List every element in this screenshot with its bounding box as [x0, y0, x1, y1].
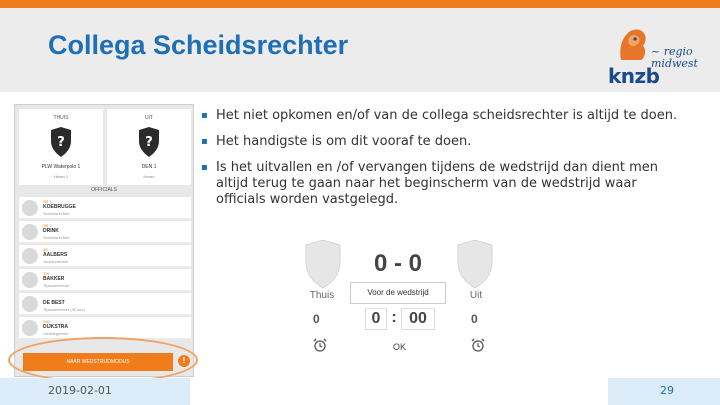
official-role: TW [43, 271, 50, 276]
match-status: Voor de wedstrijd [350, 282, 446, 304]
away-shield-icon [137, 127, 161, 157]
bullet-item [200, 108, 680, 124]
away-team-sub: Heren [143, 174, 155, 179]
official-name: AALBERS [43, 252, 68, 258]
bullet-item [200, 160, 680, 208]
away-team-card[interactable] [107, 109, 191, 185]
home-shield-icon [49, 127, 73, 157]
home-shield-outline-icon [303, 240, 343, 288]
avatar [22, 200, 38, 216]
official-sub: Scheidsrechter [43, 235, 70, 240]
svg-text:?: ? [145, 135, 153, 150]
home-label: Thuis [309, 290, 335, 301]
timer-separator: : [391, 309, 397, 326]
official-row[interactable] [19, 293, 191, 315]
bullet-marker-icon: ▪ [201, 110, 208, 121]
avatar [22, 320, 38, 336]
highlight-ellipse [8, 337, 198, 383]
official-name: DRINK [43, 228, 59, 234]
official-role: GW [43, 319, 50, 324]
official-name: DIJKSTRA [43, 324, 69, 330]
away-shield-outline-icon [455, 240, 495, 288]
alarm-clock-icon[interactable] [313, 338, 327, 352]
official-sub: Scheidsrechter [43, 211, 70, 216]
official-role: SR 1 [43, 199, 52, 204]
official-name: DE BEST [43, 300, 65, 306]
match-timer [365, 308, 441, 330]
ok-button[interactable]: OK [393, 342, 407, 352]
slide-header [0, 8, 720, 92]
avatar [22, 272, 38, 288]
official-role: JS [43, 247, 48, 252]
official-row[interactable] [19, 245, 191, 267]
slide-title: Collega Scheidsrechter [48, 30, 349, 60]
page-number: 29 [660, 384, 674, 397]
avatar [22, 296, 38, 312]
home-count: 0 [313, 312, 320, 326]
official-row[interactable] [19, 317, 191, 339]
match-mode-button[interactable]: NAAR WEDSTRIJDMODUS [23, 353, 173, 371]
timer-minutes: 0 [365, 308, 387, 330]
official-role: SR 2 [43, 223, 52, 228]
official-sub: Tijdwaarnemer [43, 283, 70, 288]
official-sub: Tijdwaarnemer (30 sec) [43, 307, 85, 312]
away-team-name: DEN 1 [141, 164, 157, 170]
home-team-name: PLW Waterpolo 1 [41, 164, 81, 170]
bullet-text: Is het uitvallen en /of vervangen tijdens de wedstrijd dan dient men altijd terug te gaan naar het beginscherm van de wedstrijd waar officials worden vastgelegd. [216, 160, 658, 207]
slide-date: 2019-02-01 [48, 384, 112, 397]
official-sub: Gedelegeerde [43, 331, 69, 336]
logo-region-line1: ~ regio [651, 45, 693, 58]
info-icon[interactable]: ! [178, 355, 190, 367]
bullet-marker-icon: ▪ [201, 162, 208, 173]
official-name: BAKKER [43, 276, 65, 282]
timer-seconds: 00 [401, 308, 435, 330]
logo-region-line2: midwest [651, 57, 698, 70]
lion-logo-icon [613, 26, 651, 64]
bullet-text: Het handigste is om dit vooraf te doen. [216, 134, 472, 149]
top-accent-bar [0, 0, 720, 8]
bullet-list [200, 108, 680, 218]
bullet-text: Het niet opkomen en/of van de collega scheidsrechter is altijd te doen. [216, 108, 678, 123]
away-label: Uit [469, 290, 483, 301]
away-label: UIT [144, 115, 154, 121]
official-name: KOEBRUGGE [43, 204, 76, 210]
avatar [22, 224, 38, 240]
avatar [22, 248, 38, 264]
score-display: 0 - 0 [373, 250, 423, 277]
official-sub: Jurysecretaris [43, 259, 68, 264]
away-count: 0 [471, 312, 478, 326]
home-team-sub: Heren 1 [53, 174, 69, 179]
svg-text:?: ? [57, 135, 65, 150]
bullet-item [200, 134, 680, 150]
official-row[interactable] [19, 221, 191, 243]
knzb-logo [605, 26, 715, 94]
alarm-clock-icon[interactable] [471, 338, 485, 352]
logo-brand-text: knzb [608, 64, 660, 88]
official-row[interactable] [19, 197, 191, 219]
scoreboard [295, 238, 505, 358]
official-row[interactable] [19, 269, 191, 291]
officials-header: OFFICIALS [91, 187, 117, 193]
home-team-card[interactable] [19, 109, 103, 185]
home-label: THUIS [53, 115, 69, 121]
bullet-marker-icon: ▪ [201, 136, 208, 147]
